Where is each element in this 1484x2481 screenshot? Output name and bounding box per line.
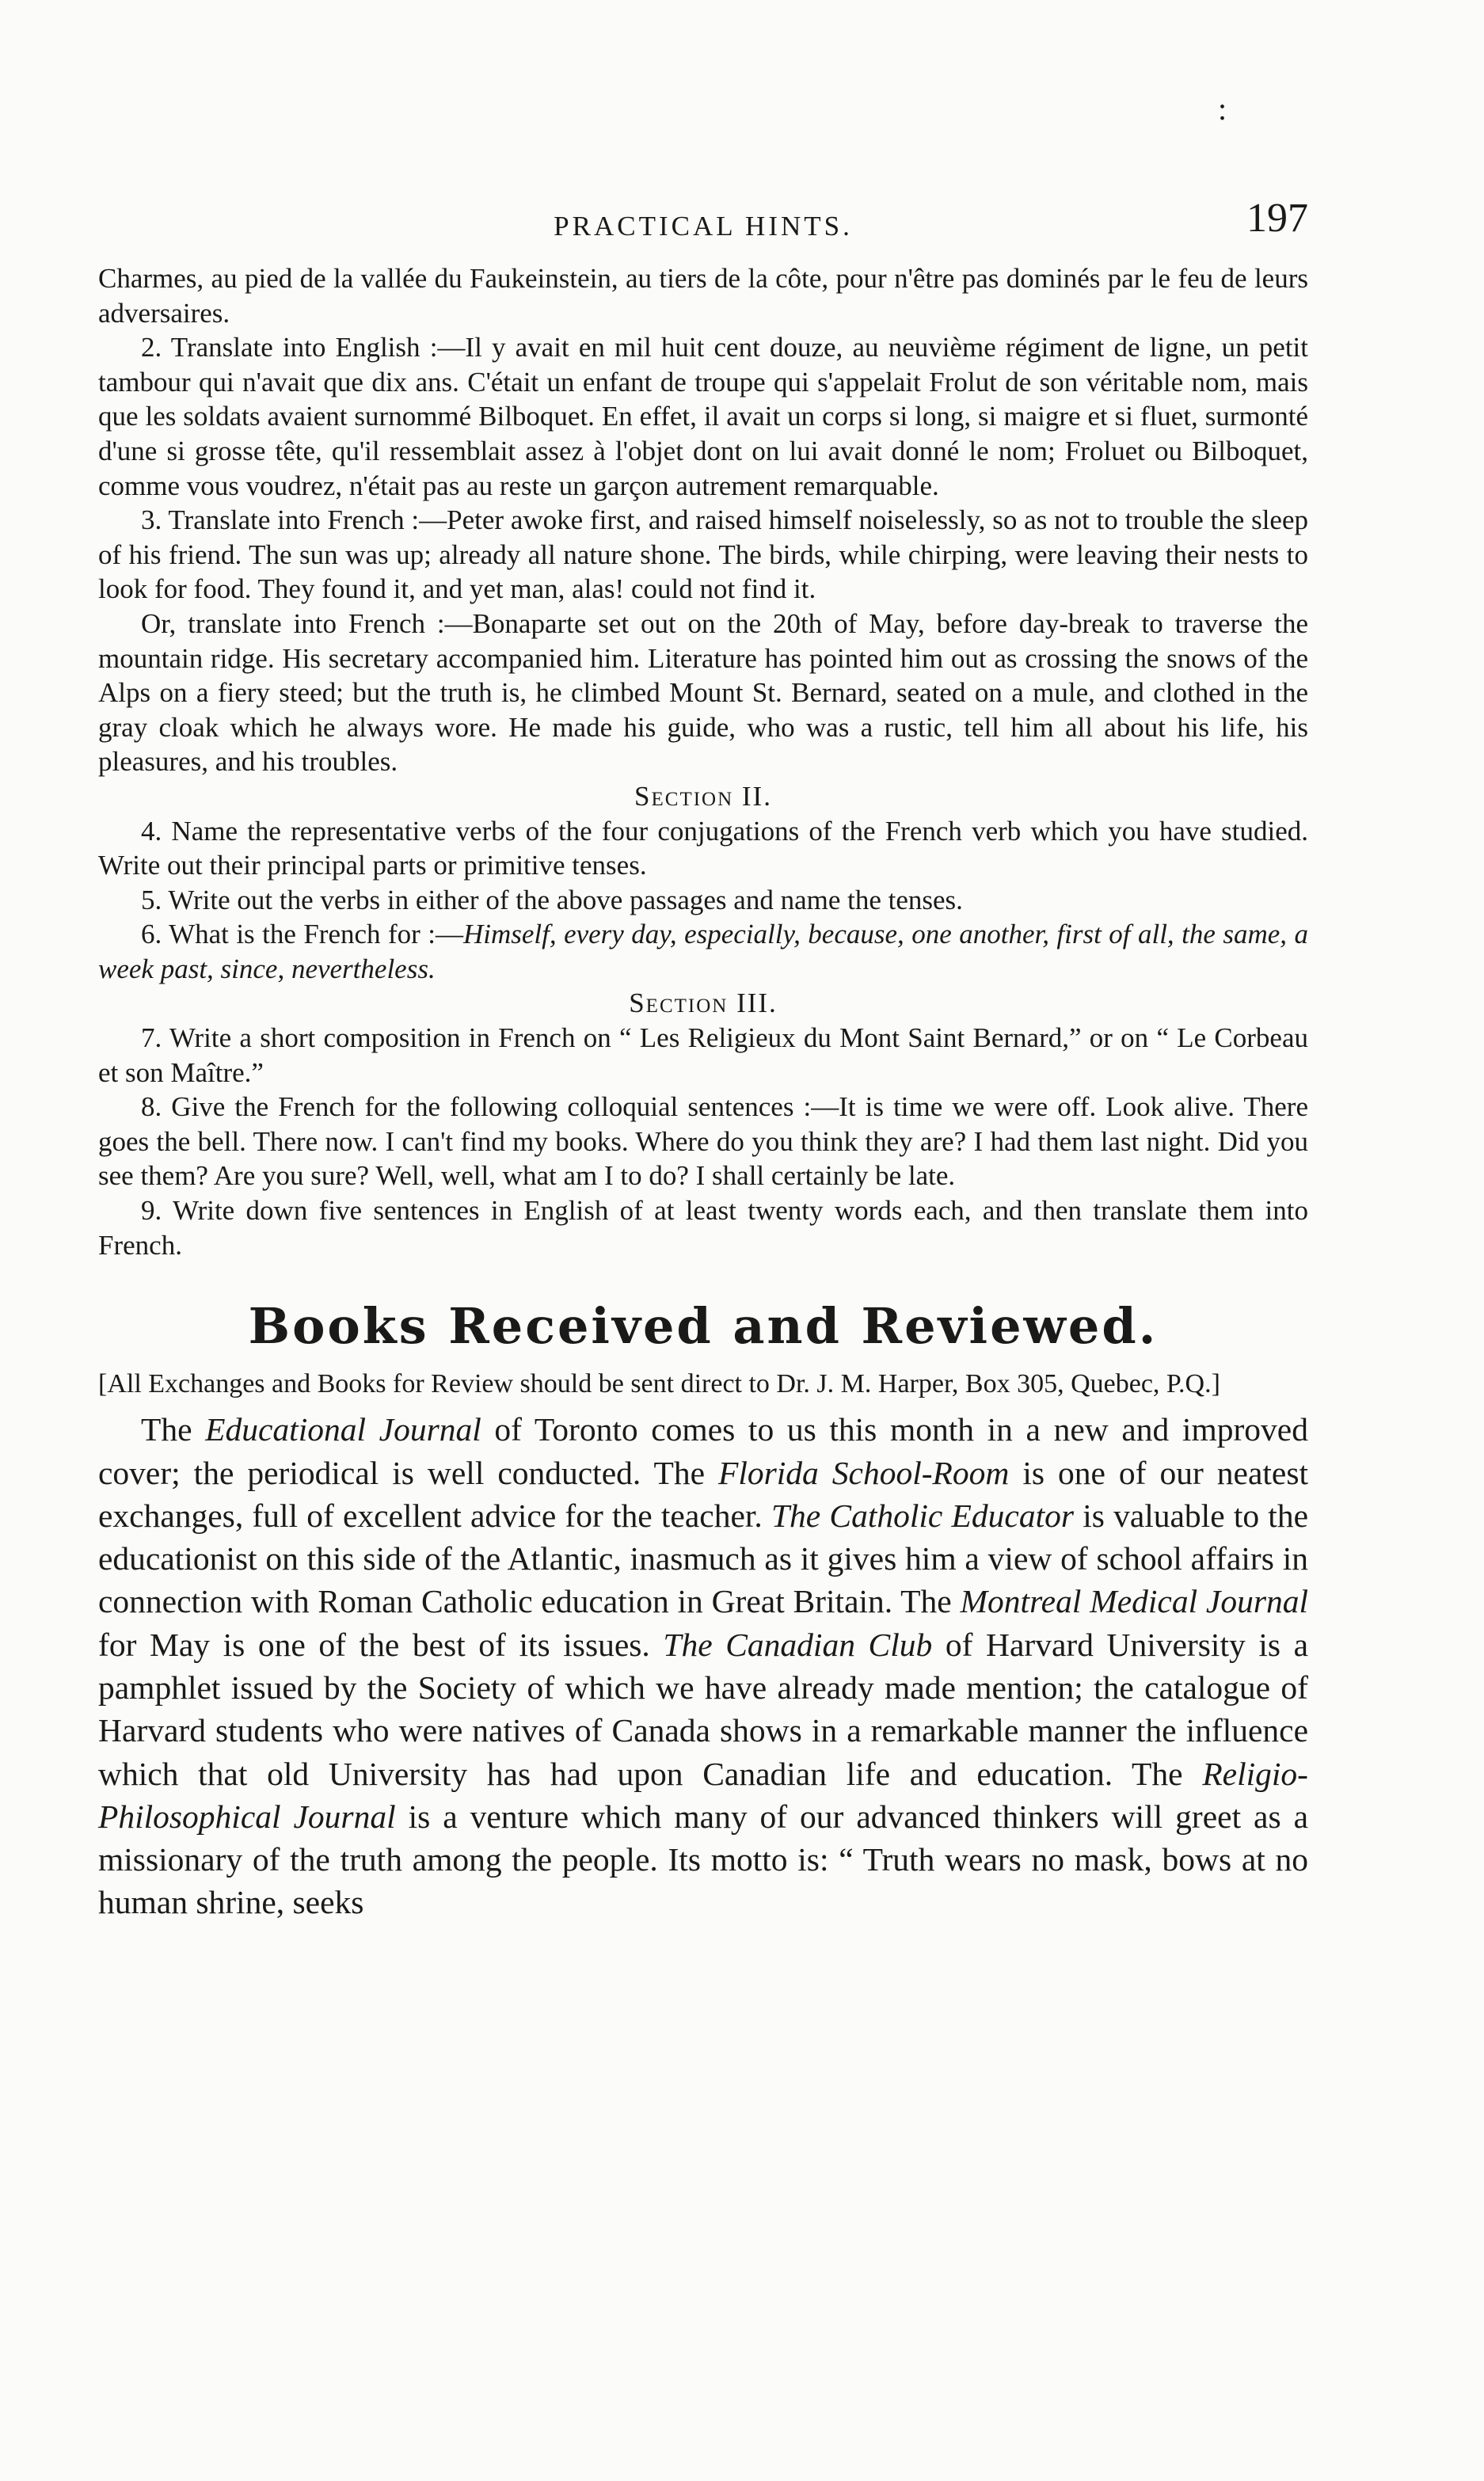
corner-mark: : (1218, 91, 1227, 127)
journal-title: Montreal Medical Journal (960, 1583, 1308, 1620)
journal-title: Educational Journal (205, 1411, 481, 1448)
journal-title: Florida School-Room (718, 1454, 1010, 1491)
books-review-paragraph (98, 1408, 1308, 1924)
page (98, 195, 1308, 1924)
question-2: 2. Translate into English :—Il y avait en mil huit cent douze, au neuvième régiment de ligne, un petit tambour qui n'avait que dix ans. C'était un enfant de troupe qui s'appelait Frolut de son véritable nom, mais que les soldats avaient surnommé Bilboquet. En effet, il avait un corps si long, si maigre et si fluet, surmonté d'une si grosse tête, qu'il ressemblait assez à l'objet dont on lui avait donné le nom; Froluet ou Bilboquet, comme vous voudrez, n'était pas au reste un garçon autrement remarquable. (98, 332, 1308, 501)
journal-title: The Canadian Club (663, 1626, 933, 1663)
section-3-heading: Section III. (629, 987, 778, 1019)
running-title: PRACTICAL HINTS. (554, 211, 853, 242)
review-text: for May is one of the best of its issues. (98, 1626, 664, 1663)
review-text: is one of our neatest exchanges, full of excellent advice for the teacher. (98, 1454, 1309, 1534)
section-2-heading: Section II. (634, 780, 772, 812)
page-header (98, 195, 1308, 261)
question-7: 7. Write a short composition in French on “ Les Religieux du Mont Saint Bernard,” or on “ Le Corbeau et son Maître.” (98, 1022, 1308, 1088)
question-8: 8. Give the French for the following colloquial sentences :—It is time we were off. Look alive. There goes the bell. There now. I can't find my books. Where do you think they are? I had them last night. Did you see them? Are you sure? Well, well, what am I to do? I shall certainly be late. (98, 1091, 1308, 1192)
question-6-lead: 6. What is the French for :— (141, 919, 463, 950)
review-text: of Toronto comes to us this month in a new and improved cover; the periodical is well conducted. The (98, 1411, 1308, 1491)
books-note: [All Exchanges and Books for Review should be sent direct to Dr. J. M. Harper, Box 305, Quebec, P.Q.] (98, 1369, 1220, 1399)
question-3-alt: Or, translate into French :—Bonaparte set out on the 20th of May, before day-break to traverse the mountain ridge. His secretary accompanied him. Literature has pointed him out as crossing the snows of the Alps on a fiery steed; but the truth is, he climbed Mount St. Bernard, seated on a mule, and clothed in the gray cloak which he always wore. He made his guide, who was a rustic, tell him all about his life, his pleasures, and his troubles. (98, 607, 1308, 778)
review-text: is a venture which many of our advanced thinkers will greet as a missionary of the truth among the people. Its motto is: “ Truth wears no mask, bows at no human shrine, seeks (98, 1798, 1309, 1921)
question-6 (98, 917, 1308, 986)
page-number: 197 (1246, 196, 1308, 241)
exam-questions (98, 261, 1308, 1262)
question-6-words: Himself, every day, especially, because, one another, first of all, the same, a week past, since, nevertheless. (98, 919, 1308, 984)
question-9: 9. Write down five sentences in English of at least twenty words each, and then translate them into French. (98, 1195, 1308, 1261)
question-5: 5. Write out the verbs in either of the above passages and name the tenses. (141, 884, 963, 915)
review-text: of Harvard University is a pamphlet issued by the Society of which we have already made mention; the catalogue of Harvard students who were natives of Canada shows in a remarkable manner the influence which that old University has had upon Canadian life and education. The (98, 1626, 1309, 1792)
journal-title: The Catholic Educator (771, 1497, 1074, 1534)
review-text: The (141, 1411, 206, 1448)
review-text: is valuable to the educationist on this side of the Atlantic, inasmuch as it gives him a view of school affairs in connection with Roman Catholic education in Great Britain. The (98, 1497, 1309, 1620)
journal-title: Religio-Philosophical Journal (98, 1755, 1308, 1835)
question-3: 3. Translate into French :—Peter awoke first, and raised himself noiselessly, so as not to trouble the sleep of his friend. The sun was up; already all nature shone. The birds, while chirping, were leaving their nests to look for food. They found it, and yet man, alas! could not find it. (98, 504, 1308, 605)
paragraph-continuation: Charmes, au pied de la vallée du Faukeinstein, au tiers de la côte, pour n'être pas dominés par le feu de leurs adversaires. (98, 263, 1308, 329)
question-4: 4. Name the representative verbs of the four conjugations of the French verb which you have studied. Write out their principal parts or primitive tenses. (98, 815, 1308, 881)
books-heading: Books Received and Reviewed. (248, 1297, 1159, 1356)
